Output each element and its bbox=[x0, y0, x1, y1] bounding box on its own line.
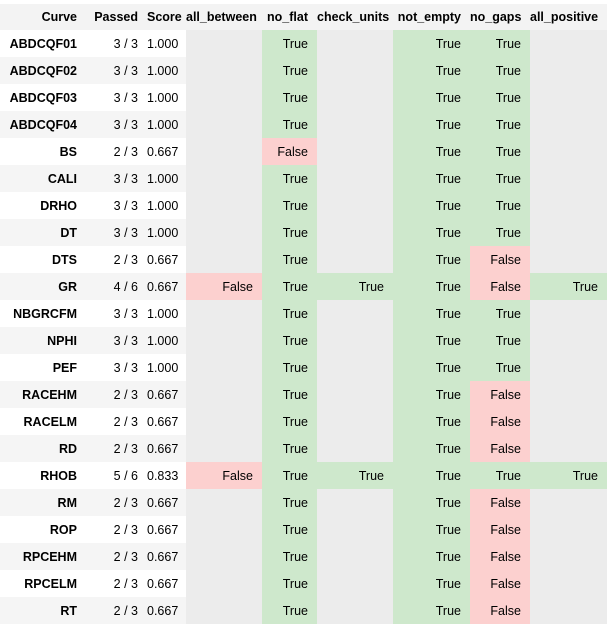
cell-no-flat: True bbox=[262, 489, 317, 516]
table-row bbox=[0, 354, 607, 381]
cell-score: 0.667 bbox=[147, 435, 186, 462]
cell-not-empty: True bbox=[393, 435, 470, 462]
cell-check-units bbox=[317, 30, 393, 57]
cell-not-empty: True bbox=[393, 111, 470, 138]
cell-not-empty: True bbox=[393, 597, 470, 624]
cell-check-units bbox=[317, 543, 393, 570]
cell-all-positive: True bbox=[530, 462, 607, 489]
cell-check-units bbox=[317, 219, 393, 246]
cell-no-flat: True bbox=[262, 516, 317, 543]
table-row bbox=[0, 192, 607, 219]
cell-check-units bbox=[317, 111, 393, 138]
cell-no-flat: True bbox=[262, 381, 317, 408]
cell-passed: 3 / 3 bbox=[86, 57, 147, 84]
cell-all-positive bbox=[530, 327, 607, 354]
cell-score: 0.667 bbox=[147, 252, 179, 267]
cell-score: 0.667 bbox=[147, 543, 186, 570]
cell-all-between bbox=[186, 516, 262, 543]
row-curve-name: RACELM bbox=[23, 414, 77, 429]
table-row bbox=[0, 543, 607, 570]
column-header-all-between: all_between bbox=[186, 4, 262, 30]
cell-no-gaps: False bbox=[470, 273, 530, 300]
cell-all-positive bbox=[530, 489, 607, 516]
cell-not-empty: True bbox=[393, 327, 470, 354]
table-row bbox=[0, 570, 607, 597]
cell-score: 0.833 bbox=[147, 468, 179, 483]
table-row bbox=[0, 489, 607, 516]
cell-not-empty: True bbox=[393, 273, 470, 300]
table-body bbox=[0, 30, 607, 624]
cell-no-gaps: False bbox=[470, 246, 530, 273]
table-row bbox=[0, 516, 607, 543]
cell-passed: 3 / 3 bbox=[86, 327, 147, 354]
cell-all-positive bbox=[530, 543, 607, 570]
cell-check-units bbox=[317, 327, 393, 354]
cell-score: 0.667 bbox=[147, 414, 179, 429]
cell-not-empty: True bbox=[393, 165, 470, 192]
cell-score: 1.000 bbox=[147, 360, 179, 375]
cell-no-flat: True bbox=[262, 165, 317, 192]
table-row bbox=[0, 597, 607, 624]
cell-score: 0.667 bbox=[147, 489, 186, 516]
column-header-no-gaps: no_gaps bbox=[470, 4, 530, 30]
cell-all-between bbox=[186, 435, 262, 462]
cell-score: 1.000 bbox=[147, 327, 186, 354]
cell-no-flat: True bbox=[262, 57, 317, 84]
cell-passed: 5 / 6 bbox=[113, 468, 138, 483]
cell-not-empty: True bbox=[393, 138, 470, 165]
cell-no-gaps: False bbox=[470, 570, 530, 597]
cell-all-positive bbox=[530, 219, 607, 246]
cell-all-positive bbox=[530, 300, 607, 327]
cell-score: 1.000 bbox=[147, 36, 179, 51]
cell-score: 1.000 bbox=[147, 306, 179, 321]
cell-passed: 3 / 3 bbox=[113, 198, 138, 213]
cell-passed: 3 / 3 bbox=[113, 90, 138, 105]
cell-not-empty: True bbox=[393, 543, 470, 570]
cell-score: 1.000 bbox=[147, 90, 179, 105]
table-row bbox=[0, 462, 607, 489]
cell-all-positive bbox=[530, 597, 607, 624]
cell-no-flat: False bbox=[262, 138, 317, 165]
cell-no-gaps: True bbox=[470, 57, 530, 84]
row-curve-name: DTS bbox=[52, 252, 77, 267]
cell-all-positive bbox=[530, 138, 607, 165]
cell-all-positive bbox=[530, 570, 607, 597]
cell-check-units bbox=[317, 516, 393, 543]
row-curve-name: RT bbox=[0, 597, 86, 624]
cell-not-empty: True bbox=[393, 57, 470, 84]
cell-all-between bbox=[186, 30, 262, 57]
cell-not-empty: True bbox=[393, 354, 470, 381]
cell-no-flat: True bbox=[262, 219, 317, 246]
cell-score: 0.667 bbox=[147, 273, 186, 300]
cell-all-between bbox=[186, 111, 262, 138]
cell-not-empty: True bbox=[393, 84, 470, 111]
cell-no-gaps: True bbox=[470, 219, 530, 246]
table-row bbox=[0, 111, 607, 138]
table-row bbox=[0, 57, 607, 84]
cell-check-units bbox=[317, 381, 393, 408]
cell-check-units bbox=[317, 192, 393, 219]
column-header-no-flat: no_flat bbox=[262, 4, 317, 30]
cell-all-between bbox=[186, 300, 262, 327]
cell-all-between bbox=[186, 246, 262, 273]
cell-all-between bbox=[186, 219, 262, 246]
row-curve-name: RACEHM bbox=[0, 381, 86, 408]
cell-score: 0.667 bbox=[147, 144, 179, 159]
cell-no-flat: True bbox=[262, 84, 317, 111]
cell-all-between bbox=[186, 327, 262, 354]
cell-passed: 2 / 3 bbox=[86, 489, 147, 516]
row-curve-name: ABDCQF02 bbox=[0, 57, 86, 84]
cell-all-positive bbox=[530, 30, 607, 57]
cell-all-between bbox=[186, 408, 262, 435]
cell-all-between bbox=[186, 543, 262, 570]
row-curve-name: RD bbox=[0, 435, 86, 462]
cell-check-units bbox=[317, 84, 393, 111]
cell-passed: 3 / 3 bbox=[113, 306, 138, 321]
cell-all-between bbox=[186, 192, 262, 219]
table-row bbox=[0, 84, 607, 111]
cell-all-between bbox=[186, 381, 262, 408]
cell-no-flat: True bbox=[262, 543, 317, 570]
cell-not-empty: True bbox=[393, 489, 470, 516]
cell-score: 0.667 bbox=[147, 597, 186, 624]
cell-passed: 3 / 3 bbox=[113, 360, 138, 375]
qc-table bbox=[0, 4, 607, 624]
cell-no-flat: True bbox=[262, 570, 317, 597]
table-row bbox=[0, 219, 607, 246]
cell-check-units bbox=[317, 300, 393, 327]
cell-no-gaps: True bbox=[470, 165, 530, 192]
row-curve-name: ABDCQF03 bbox=[9, 90, 77, 105]
cell-passed: 2 / 3 bbox=[86, 435, 147, 462]
cell-no-flat: True bbox=[262, 192, 317, 219]
cell-all-positive bbox=[530, 111, 607, 138]
cell-all-between bbox=[186, 57, 262, 84]
column-header-passed: Passed bbox=[86, 4, 147, 30]
cell-score: 1.000 bbox=[147, 165, 186, 192]
cell-check-units bbox=[317, 138, 393, 165]
cell-all-between bbox=[186, 597, 262, 624]
cell-not-empty: True bbox=[393, 192, 470, 219]
cell-no-gaps: False bbox=[470, 543, 530, 570]
cell-no-gaps: True bbox=[470, 84, 530, 111]
cell-all-positive bbox=[530, 435, 607, 462]
cell-no-gaps: True bbox=[470, 192, 530, 219]
cell-all-between bbox=[186, 354, 262, 381]
cell-check-units bbox=[317, 165, 393, 192]
cell-not-empty: True bbox=[393, 219, 470, 246]
cell-check-units bbox=[317, 597, 393, 624]
cell-check-units: True bbox=[317, 462, 393, 489]
column-header-check-units: check_units bbox=[317, 4, 393, 30]
cell-check-units: True bbox=[317, 273, 393, 300]
cell-no-gaps: False bbox=[470, 408, 530, 435]
column-header-not-empty: not_empty bbox=[393, 4, 470, 30]
row-curve-name: RPCELM bbox=[24, 576, 77, 591]
cell-score: 1.000 bbox=[147, 111, 186, 138]
cell-all-positive bbox=[530, 192, 607, 219]
cell-all-between bbox=[186, 138, 262, 165]
cell-not-empty: True bbox=[393, 30, 470, 57]
cell-no-flat: True bbox=[262, 462, 317, 489]
table-row bbox=[0, 273, 607, 300]
cell-no-flat: True bbox=[262, 111, 317, 138]
column-header-all-positive: all_positive bbox=[530, 4, 607, 30]
row-curve-name: NPHI bbox=[0, 327, 86, 354]
table-row bbox=[0, 408, 607, 435]
cell-no-gaps: True bbox=[470, 354, 530, 381]
cell-passed: 2 / 3 bbox=[113, 414, 138, 429]
table-row bbox=[0, 327, 607, 354]
cell-check-units bbox=[317, 408, 393, 435]
cell-no-gaps: True bbox=[470, 327, 530, 354]
column-header-score: Score bbox=[147, 4, 186, 30]
cell-all-positive bbox=[530, 354, 607, 381]
table-row bbox=[0, 381, 607, 408]
cell-all-between bbox=[186, 489, 262, 516]
cell-check-units bbox=[317, 354, 393, 381]
row-curve-name: BS bbox=[59, 144, 77, 159]
cell-no-flat: True bbox=[262, 273, 317, 300]
cell-no-flat: True bbox=[262, 327, 317, 354]
cell-passed: 2 / 3 bbox=[113, 252, 138, 267]
row-curve-name: DRHO bbox=[40, 198, 77, 213]
cell-all-between bbox=[186, 165, 262, 192]
cell-all-between: False bbox=[186, 462, 262, 489]
cell-no-flat: True bbox=[262, 435, 317, 462]
cell-all-positive bbox=[530, 408, 607, 435]
table-row bbox=[0, 165, 607, 192]
row-curve-name: CALI bbox=[0, 165, 86, 192]
row-curve-name: ABDCQF01 bbox=[9, 36, 77, 51]
cell-check-units bbox=[317, 57, 393, 84]
cell-score: 0.667 bbox=[147, 381, 186, 408]
header-row bbox=[0, 4, 607, 30]
row-curve-name: RHOB bbox=[40, 468, 77, 483]
cell-not-empty: True bbox=[393, 246, 470, 273]
cell-all-between bbox=[186, 84, 262, 111]
cell-passed: 2 / 3 bbox=[86, 543, 147, 570]
cell-not-empty: True bbox=[393, 408, 470, 435]
row-curve-name: RPCEHM bbox=[0, 543, 86, 570]
cell-no-gaps: True bbox=[470, 111, 530, 138]
cell-no-gaps: False bbox=[470, 489, 530, 516]
cell-check-units bbox=[317, 435, 393, 462]
table-row bbox=[0, 138, 607, 165]
cell-passed: 2 / 3 bbox=[86, 597, 147, 624]
cell-no-flat: True bbox=[262, 300, 317, 327]
cell-no-gaps: True bbox=[470, 300, 530, 327]
cell-all-positive: True bbox=[530, 273, 607, 300]
cell-all-between: False bbox=[186, 273, 262, 300]
row-curve-name: ABDCQF04 bbox=[0, 111, 86, 138]
cell-not-empty: True bbox=[393, 381, 470, 408]
cell-all-positive bbox=[530, 246, 607, 273]
cell-no-gaps: False bbox=[470, 381, 530, 408]
table-row bbox=[0, 435, 607, 462]
cell-passed: 3 / 3 bbox=[86, 111, 147, 138]
cell-not-empty: True bbox=[393, 570, 470, 597]
cell-score: 1.000 bbox=[147, 219, 186, 246]
column-header-curve: Curve bbox=[0, 4, 86, 30]
cell-no-gaps: False bbox=[470, 597, 530, 624]
cell-no-gaps: True bbox=[470, 138, 530, 165]
row-curve-name: RM bbox=[0, 489, 86, 516]
cell-not-empty: True bbox=[393, 516, 470, 543]
cell-all-positive bbox=[530, 57, 607, 84]
cell-all-between bbox=[186, 570, 262, 597]
table-row bbox=[0, 300, 607, 327]
cell-score: 0.667 bbox=[147, 522, 179, 537]
cell-all-positive bbox=[530, 165, 607, 192]
cell-score: 1.000 bbox=[147, 198, 179, 213]
cell-check-units bbox=[317, 246, 393, 273]
cell-not-empty: True bbox=[393, 462, 470, 489]
row-curve-name: NBGRCFM bbox=[13, 306, 77, 321]
cell-not-empty: True bbox=[393, 300, 470, 327]
cell-no-gaps: False bbox=[470, 435, 530, 462]
cell-check-units bbox=[317, 489, 393, 516]
cell-check-units bbox=[317, 570, 393, 597]
cell-passed: 2 / 3 bbox=[113, 144, 138, 159]
cell-all-positive bbox=[530, 84, 607, 111]
cell-all-positive bbox=[530, 381, 607, 408]
cell-no-flat: True bbox=[262, 246, 317, 273]
table-row bbox=[0, 246, 607, 273]
cell-passed: 2 / 3 bbox=[113, 576, 138, 591]
cell-score: 1.000 bbox=[147, 57, 186, 84]
row-curve-name: GR bbox=[0, 273, 86, 300]
cell-passed: 4 / 6 bbox=[86, 273, 147, 300]
cell-no-gaps: True bbox=[470, 30, 530, 57]
cell-no-gaps: True bbox=[470, 462, 530, 489]
cell-score: 0.667 bbox=[147, 576, 179, 591]
cell-no-flat: True bbox=[262, 597, 317, 624]
row-curve-name: PEF bbox=[52, 360, 77, 375]
row-curve-name: DT bbox=[0, 219, 86, 246]
cell-passed: 3 / 3 bbox=[113, 36, 138, 51]
cell-passed: 3 / 3 bbox=[86, 165, 147, 192]
cell-passed: 3 / 3 bbox=[86, 219, 147, 246]
cell-no-flat: True bbox=[262, 354, 317, 381]
cell-no-flat: True bbox=[262, 30, 317, 57]
row-curve-name: ROP bbox=[49, 522, 77, 537]
cell-passed: 2 / 3 bbox=[113, 522, 138, 537]
cell-passed: 2 / 3 bbox=[86, 381, 147, 408]
cell-no-flat: True bbox=[262, 408, 317, 435]
cell-all-positive bbox=[530, 516, 607, 543]
cell-no-gaps: False bbox=[470, 516, 530, 543]
table-row bbox=[0, 30, 607, 57]
